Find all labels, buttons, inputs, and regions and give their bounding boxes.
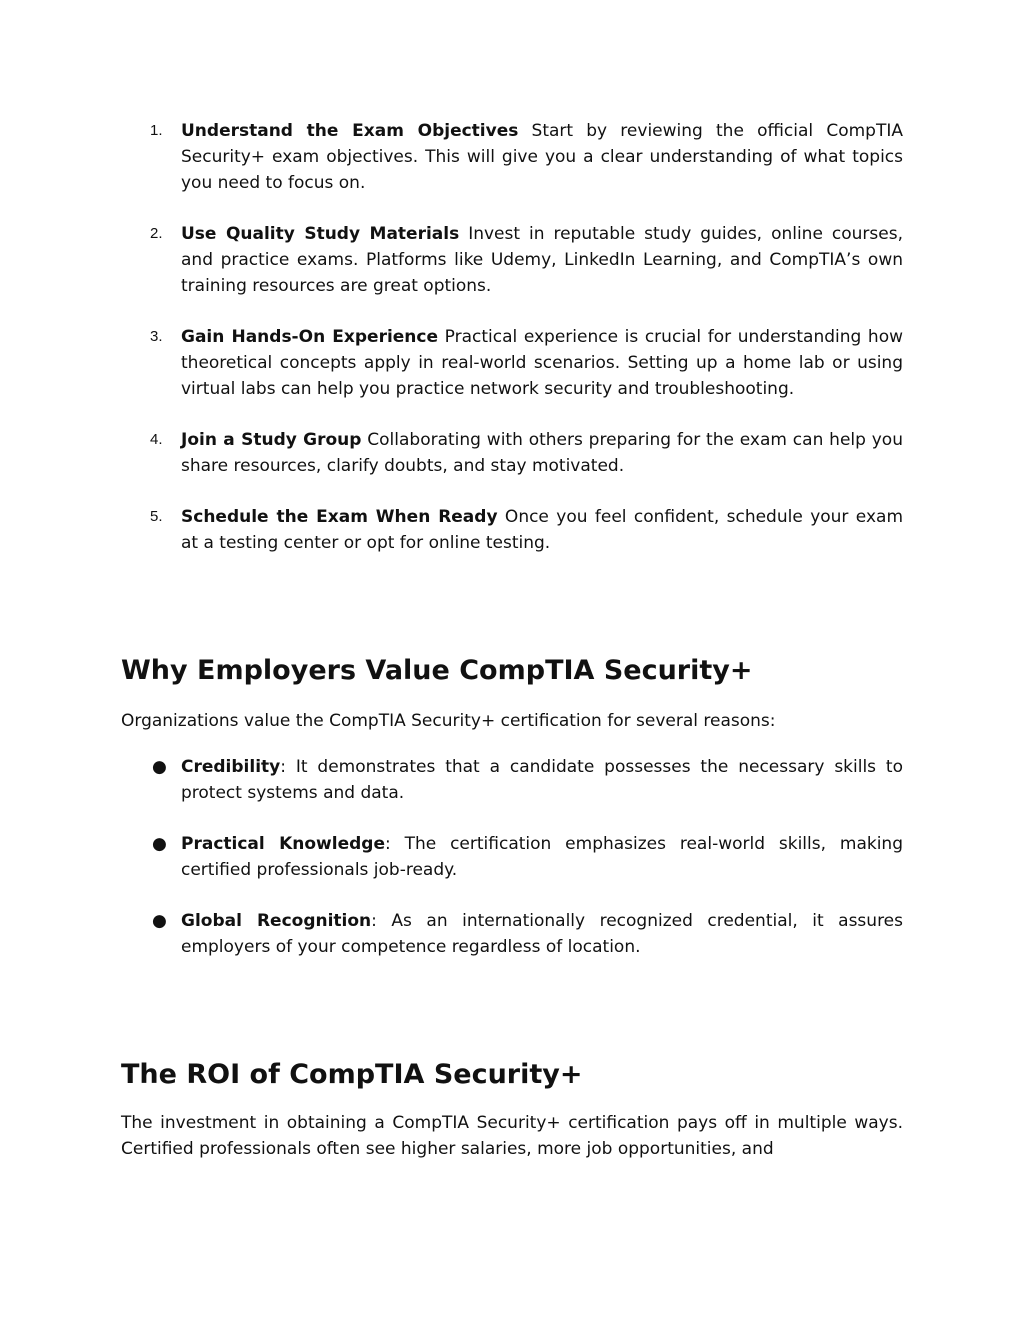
bullet-icon: ● [152,834,167,854]
bullet-text: : The certification emphasizes real-world skills, making certified professionals job-ready. [181,834,903,880]
bullet-text: : It demonstrates that a candidate possesses the necessary skills to protect systems and data. [181,757,903,803]
step-number: 5. [150,508,163,525]
section-spacer [121,581,903,653]
step-title: Use Quality Study Materials [181,224,460,244]
step-number: 2. [150,225,163,242]
bullet-text: : As an internationally recognized credential, it assures employers of your competence regardless of location. [181,911,903,957]
bullet-title: Practical Knowledge [181,834,385,854]
bullet-item [121,831,903,883]
step-item [121,504,903,556]
step-text: Once you feel confident, schedule your exam at a testing center or opt for online testing. [181,507,903,553]
employers-intro: Organizations value the CompTIA Security+ certification for several reasons: [121,711,776,731]
step-text: Invest in reputable study guides, online courses, and practice exams. Platforms like Udemy, LinkedIn Learning, and CompTIA’s own training resources are great options. [181,224,903,296]
bullet-icon: ● [152,911,167,931]
bullet-item [121,754,903,806]
roi-heading: The ROI of CompTIA Security+ [121,1059,583,1090]
step-title: Gain Hands-On Experience [181,327,439,347]
step-number: 4. [150,431,163,448]
document-content [121,118,903,1162]
step-item [121,427,903,479]
step-item [121,324,903,402]
bullet-title: Credibility [181,757,281,777]
step-number: 3. [150,328,163,345]
step-text: Collaborating with others preparing for the exam can help you share resources, clarify doubts, and stay motivated. [181,430,903,476]
bullet-item [121,908,903,960]
employers-list [121,754,903,960]
step-title: Schedule the Exam When Ready [181,507,498,527]
step-number: 1. [150,122,163,139]
employers-heading: Why Employers Value CompTIA Security+ [121,655,753,686]
step-item [121,118,903,196]
roi-paragraph: The investment in obtaining a CompTIA Security+ certification pays off in multiple ways. Certified professionals often see higher salaries, more job opportunities, and [121,1113,903,1159]
step-title: Understand the Exam Objectives [181,121,519,141]
bullet-title: Global Recognition [181,911,372,931]
section-spacer [121,985,903,1057]
step-item [121,221,903,299]
bullet-icon: ● [152,757,167,777]
step-text: Practical experience is crucial for understanding how theoretical concepts apply in real-world scenarios. Setting up a home lab or using virtual labs can help you practice network security and troubleshooting. [181,327,903,399]
steps-list [121,118,903,556]
step-text: Start by reviewing the official CompTIA Security+ exam objectives. This will give you a clear understanding of what topics you need to focus on. [181,121,903,193]
step-title: Join a Study Group [181,430,362,450]
